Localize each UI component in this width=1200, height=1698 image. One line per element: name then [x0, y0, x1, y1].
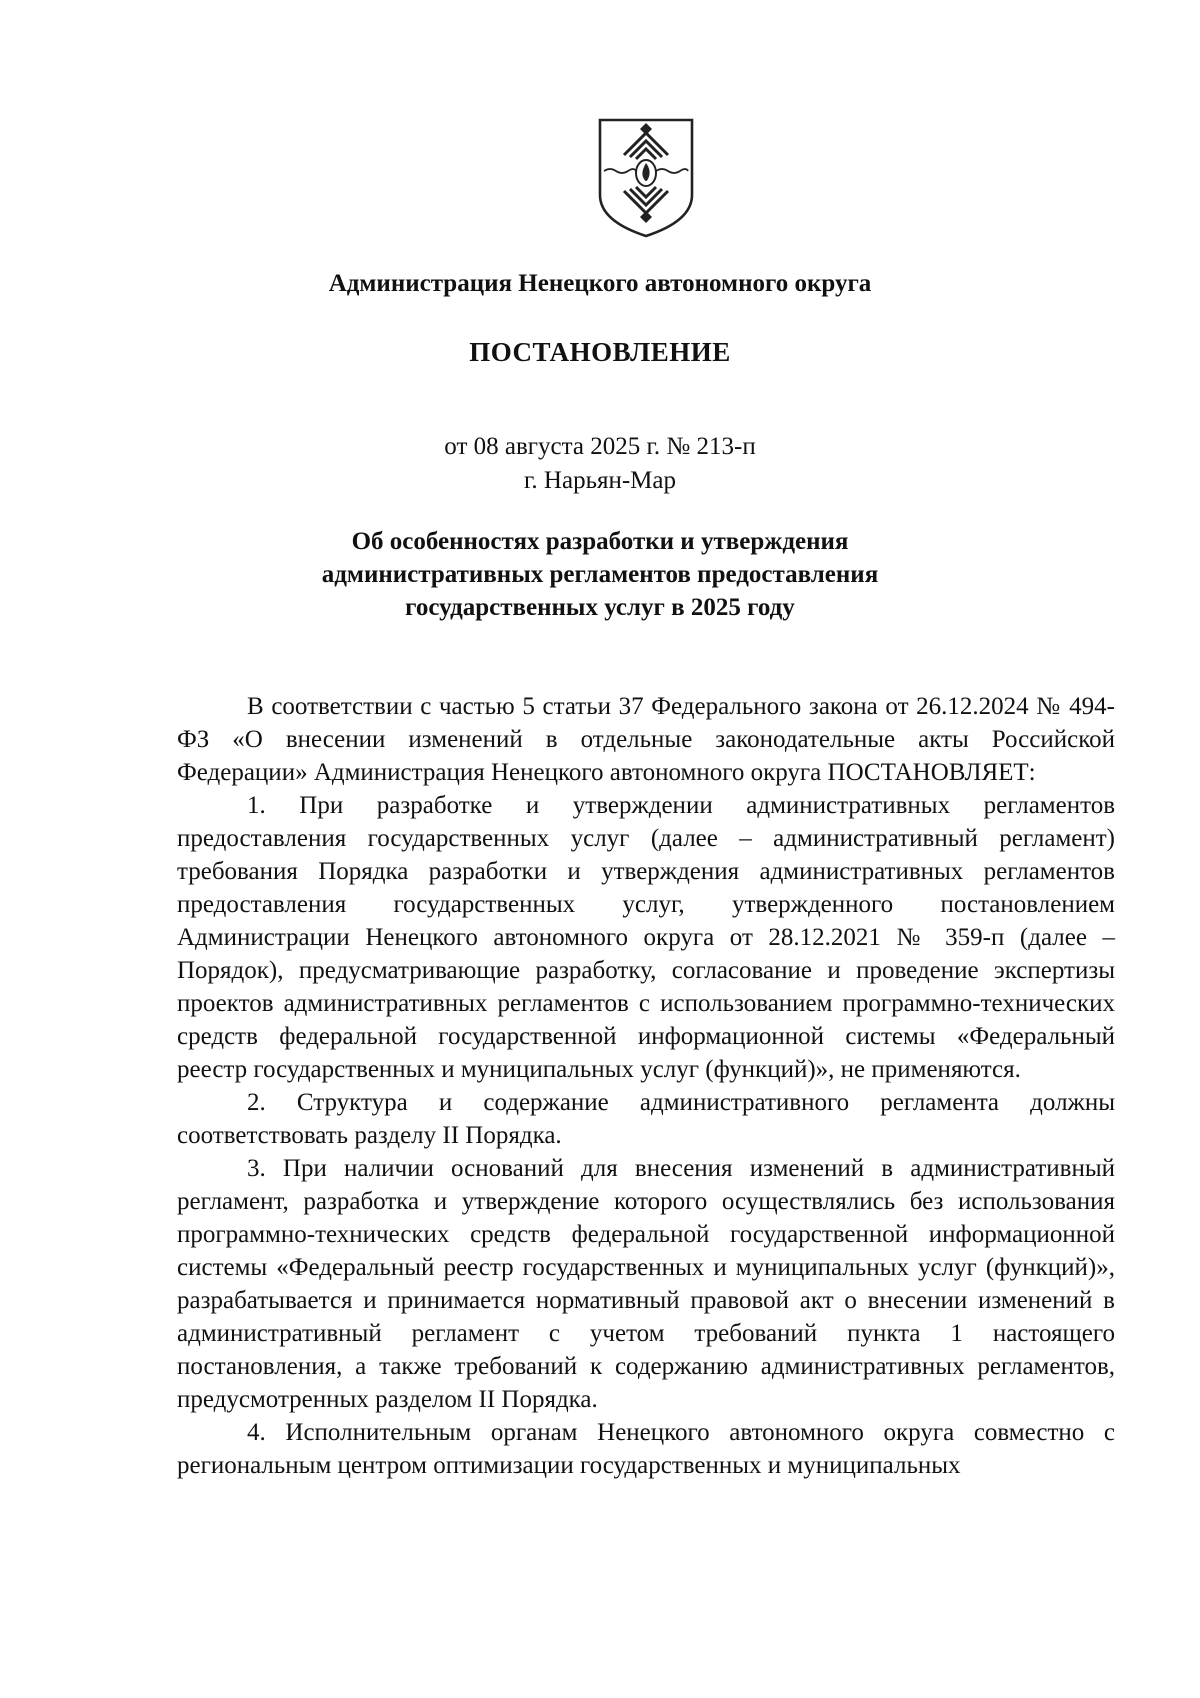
document-title — [0, 525, 1200, 624]
preamble-paragraph: В соответствии с частью 5 статьи 37 Федерального закона от 26.12.2024 № 494-ФЗ «О внесении изменений в отдельные законодательные акты Российской Федерации» Администрация Ненецкого автономного округа ПОСТАНОВЛЯЕТ: — [177, 693, 1115, 786]
clause-1: 1. При разработке и утверждении административных регламентов предоставления государственных услуг (далее – административный регламент) требования Порядка разработки и утверждения административных регламентов предоставления государственных услуг, утвержденного постановлением Администрации Ненецкого автономного округа от 28.12.2021 № 359-п (далее – Порядок), предусматривающие разработку, согласование и проведение экспертизы проектов административных регламентов с использованием программно-технических средств федеральной государственной информационной системы «Федеральный реестр государственных и муниципальных услуг (функций)», не применяются. — [177, 792, 1115, 1083]
clause-2: 2. Структура и содержание административного регламента должны соответствовать разделу II Порядка. — [177, 1089, 1115, 1149]
document-type: ПОСТАНОВЛЕНИЕ — [469, 337, 731, 367]
coat-of-arms-icon — [596, 117, 696, 239]
date-block — [0, 430, 1200, 498]
city: г. Нарьян-Мар — [523, 467, 676, 494]
date-number: от 08 августа 2025 г. № 213-п — [444, 433, 756, 460]
clause-3: 3. При наличии оснований для внесения изменений в административный регламент, разработка и утверждение которого осуществлялись без использования программно-технических средств федеральной государственной информационной системы «Федеральный реестр государственных и муниципальных услуг (функций)», разрабатывается и принимается нормативный правовой акт о внесении изменений в административный регламент с учетом требований пункта 1 настоящего постановления, а также требований к содержанию административных регламентов, предусмотренных разделом II Порядка. — [177, 1155, 1115, 1413]
organization-name: Администрация Ненецкого автономного округа — [328, 270, 872, 297]
title-line: административных регламентов предоставления — [321, 561, 879, 588]
title-line: Об особенностях разработки и утверждения — [351, 528, 849, 555]
clause-4: 4. Исполнительным органам Ненецкого автономного округа совместно с региональным центром оптимизации государственных и муниципальных — [177, 1419, 1115, 1479]
title-line: государственных услуг в 2025 году — [405, 594, 795, 621]
document-body — [177, 690, 1115, 1482]
